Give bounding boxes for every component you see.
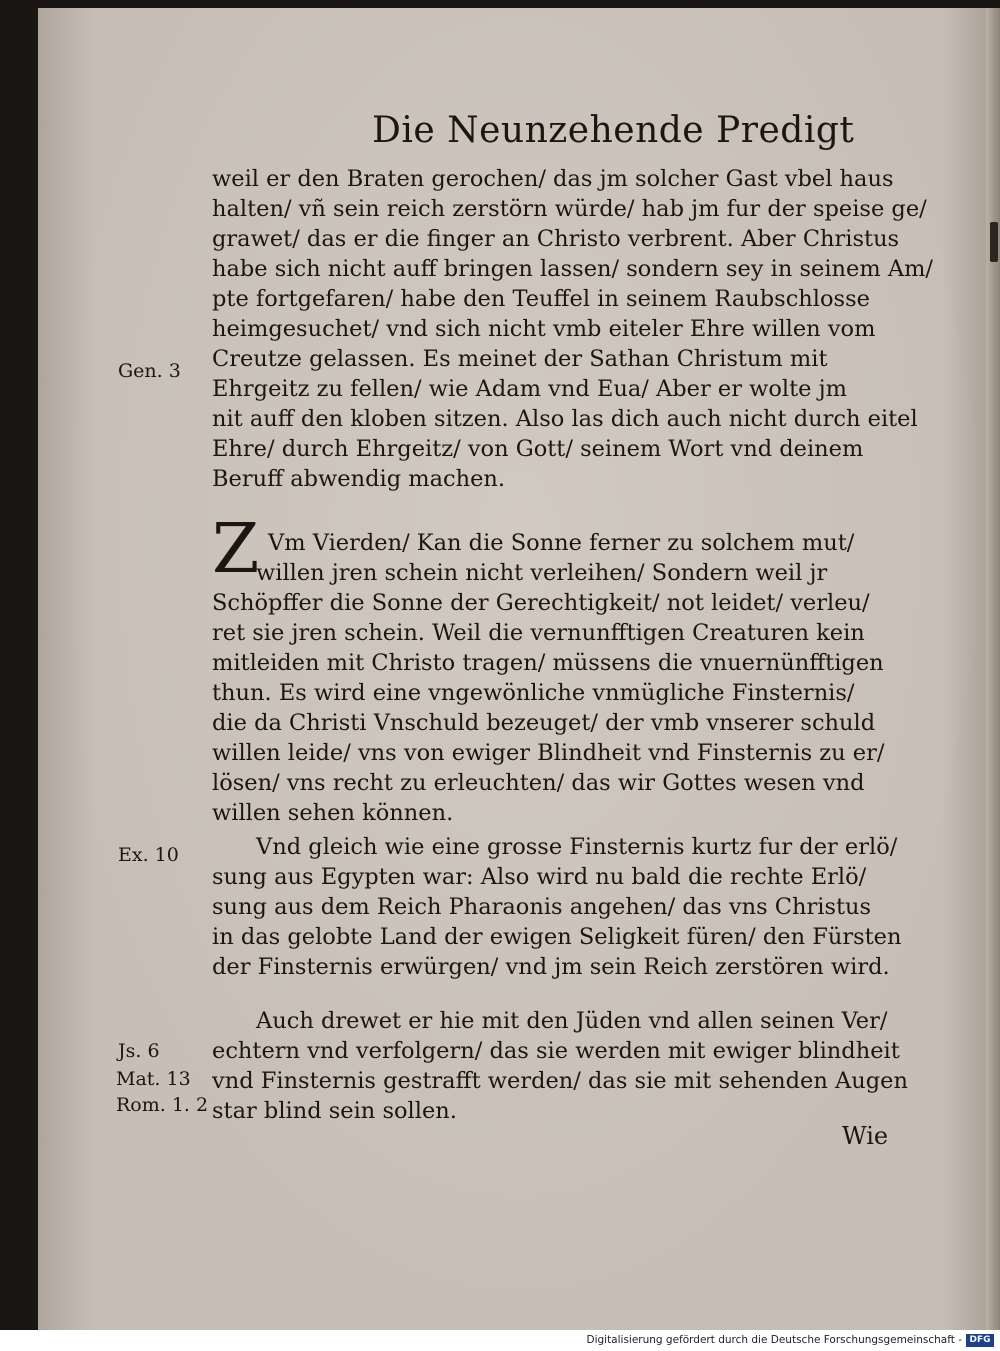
initial-letter: Z xyxy=(212,510,260,589)
text-line: vnd Finsternis gestrafft werden/ das sie mit sehenden Augen xyxy=(212,1068,908,1094)
catchword: Wie xyxy=(842,1122,889,1150)
text-line: Creutze gelassen. Es meinet der Sathan Christum mit xyxy=(212,346,828,372)
text-line: star blind sein sollen. xyxy=(212,1098,457,1124)
text-line: Beruff abwendig machen. xyxy=(212,466,506,492)
text-line: thun. Es wird eine vngewönliche vnmügliche Finsternis/ xyxy=(212,680,855,706)
text-line: sung aus Egypten war: Also wird nu bald die rechte Erlö/ xyxy=(212,864,867,890)
margin-note-is: Js. 6 xyxy=(118,1040,160,1062)
text-line: halten/ vñ sein reich zerstörn würde/ hab jm fur der speise ge/ xyxy=(212,196,927,222)
page-edge xyxy=(986,8,1000,1330)
text-line: Ehre/ durch Ehrgeitz/ von Gott/ seinem Wort vnd deinem xyxy=(212,436,864,462)
margin-note-rom: Rom. 1. 2 xyxy=(116,1094,209,1116)
text-line: lösen/ vns recht zu erleuchten/ das wir Gottes wesen vnd xyxy=(212,770,865,796)
text-line: sung aus dem Reich Pharaonis angehen/ das vns Christus xyxy=(212,894,872,920)
text-line: heimgesuchet/ vnd sich nicht vmb eiteler Ehre willen vom xyxy=(212,316,876,342)
text-line: mitleiden mit Christo tragen/ müssens die vnuernünfftigen xyxy=(212,650,884,676)
text-line: pte fortgefaren/ habe den Teuffel in seinem Raubschlosse xyxy=(212,286,870,312)
text-line: grawet/ das er die finger an Christo verbrent. Aber Christus xyxy=(212,226,900,252)
text-line: habe sich nicht auff bringen lassen/ sondern sey in seinem Am/ xyxy=(212,256,934,282)
dfg-logo: DFG xyxy=(966,1334,994,1347)
text-line: in das gelobte Land der ewigen Seligkeit füren/ den Fürsten xyxy=(212,924,902,950)
binding-clip xyxy=(990,222,998,262)
text-line: ret sie jren schein. Weil die vernunfftigen Creaturen kein xyxy=(212,620,865,646)
text-line: willen jren schein nicht verleihen/ Sondern weil jr xyxy=(256,560,828,586)
text-line: nit auff den kloben sitzen. Also las dich auch nicht durch eitel xyxy=(212,406,918,432)
text-line: Vnd gleich wie eine grosse Finsternis kurtz fur der erlö/ xyxy=(256,834,898,860)
text-line: Auch drewet er hie mit den Jüden vnd allen seinen Ver/ xyxy=(256,1008,888,1034)
text-line: Vm Vierden/ Kan die Sonne ferner zu solchem mut/ xyxy=(268,530,855,556)
margin-note-ex: Ex. 10 xyxy=(118,844,179,866)
text-line: willen sehen können. xyxy=(212,800,454,826)
text-line: echtern vnd verfolgern/ das sie werden mit ewiger blindheit xyxy=(212,1038,900,1064)
margin-note-gen: Gen. 3 xyxy=(118,360,181,382)
text-line: Schöpffer die Sonne der Gerechtigkeit/ not leidet/ verleu/ xyxy=(212,590,870,616)
text-line: willen leide/ vns von ewiger Blindheit vnd Finsternis zu er/ xyxy=(212,740,885,766)
text-line: der Finsternis erwürgen/ vnd jm sein Reich zerstören wird. xyxy=(212,954,890,980)
text-line: die da Christi Vnschuld bezeuget/ der vmb vnserer schuld xyxy=(212,710,876,736)
running-head: Die Neunzehende Predigt xyxy=(372,110,855,151)
margin-note-mat: Mat. 13 xyxy=(116,1068,191,1090)
text-line: weil er den Braten gerochen/ das jm solcher Gast vbel haus xyxy=(212,166,894,192)
funding-notice: Digitalisierung gefördert durch die Deutsche Forschungsgemeinschaft - xyxy=(586,1334,962,1346)
text-line: Ehrgeitz zu fellen/ wie Adam vnd Eua/ Aber er wolte jm xyxy=(212,376,847,402)
